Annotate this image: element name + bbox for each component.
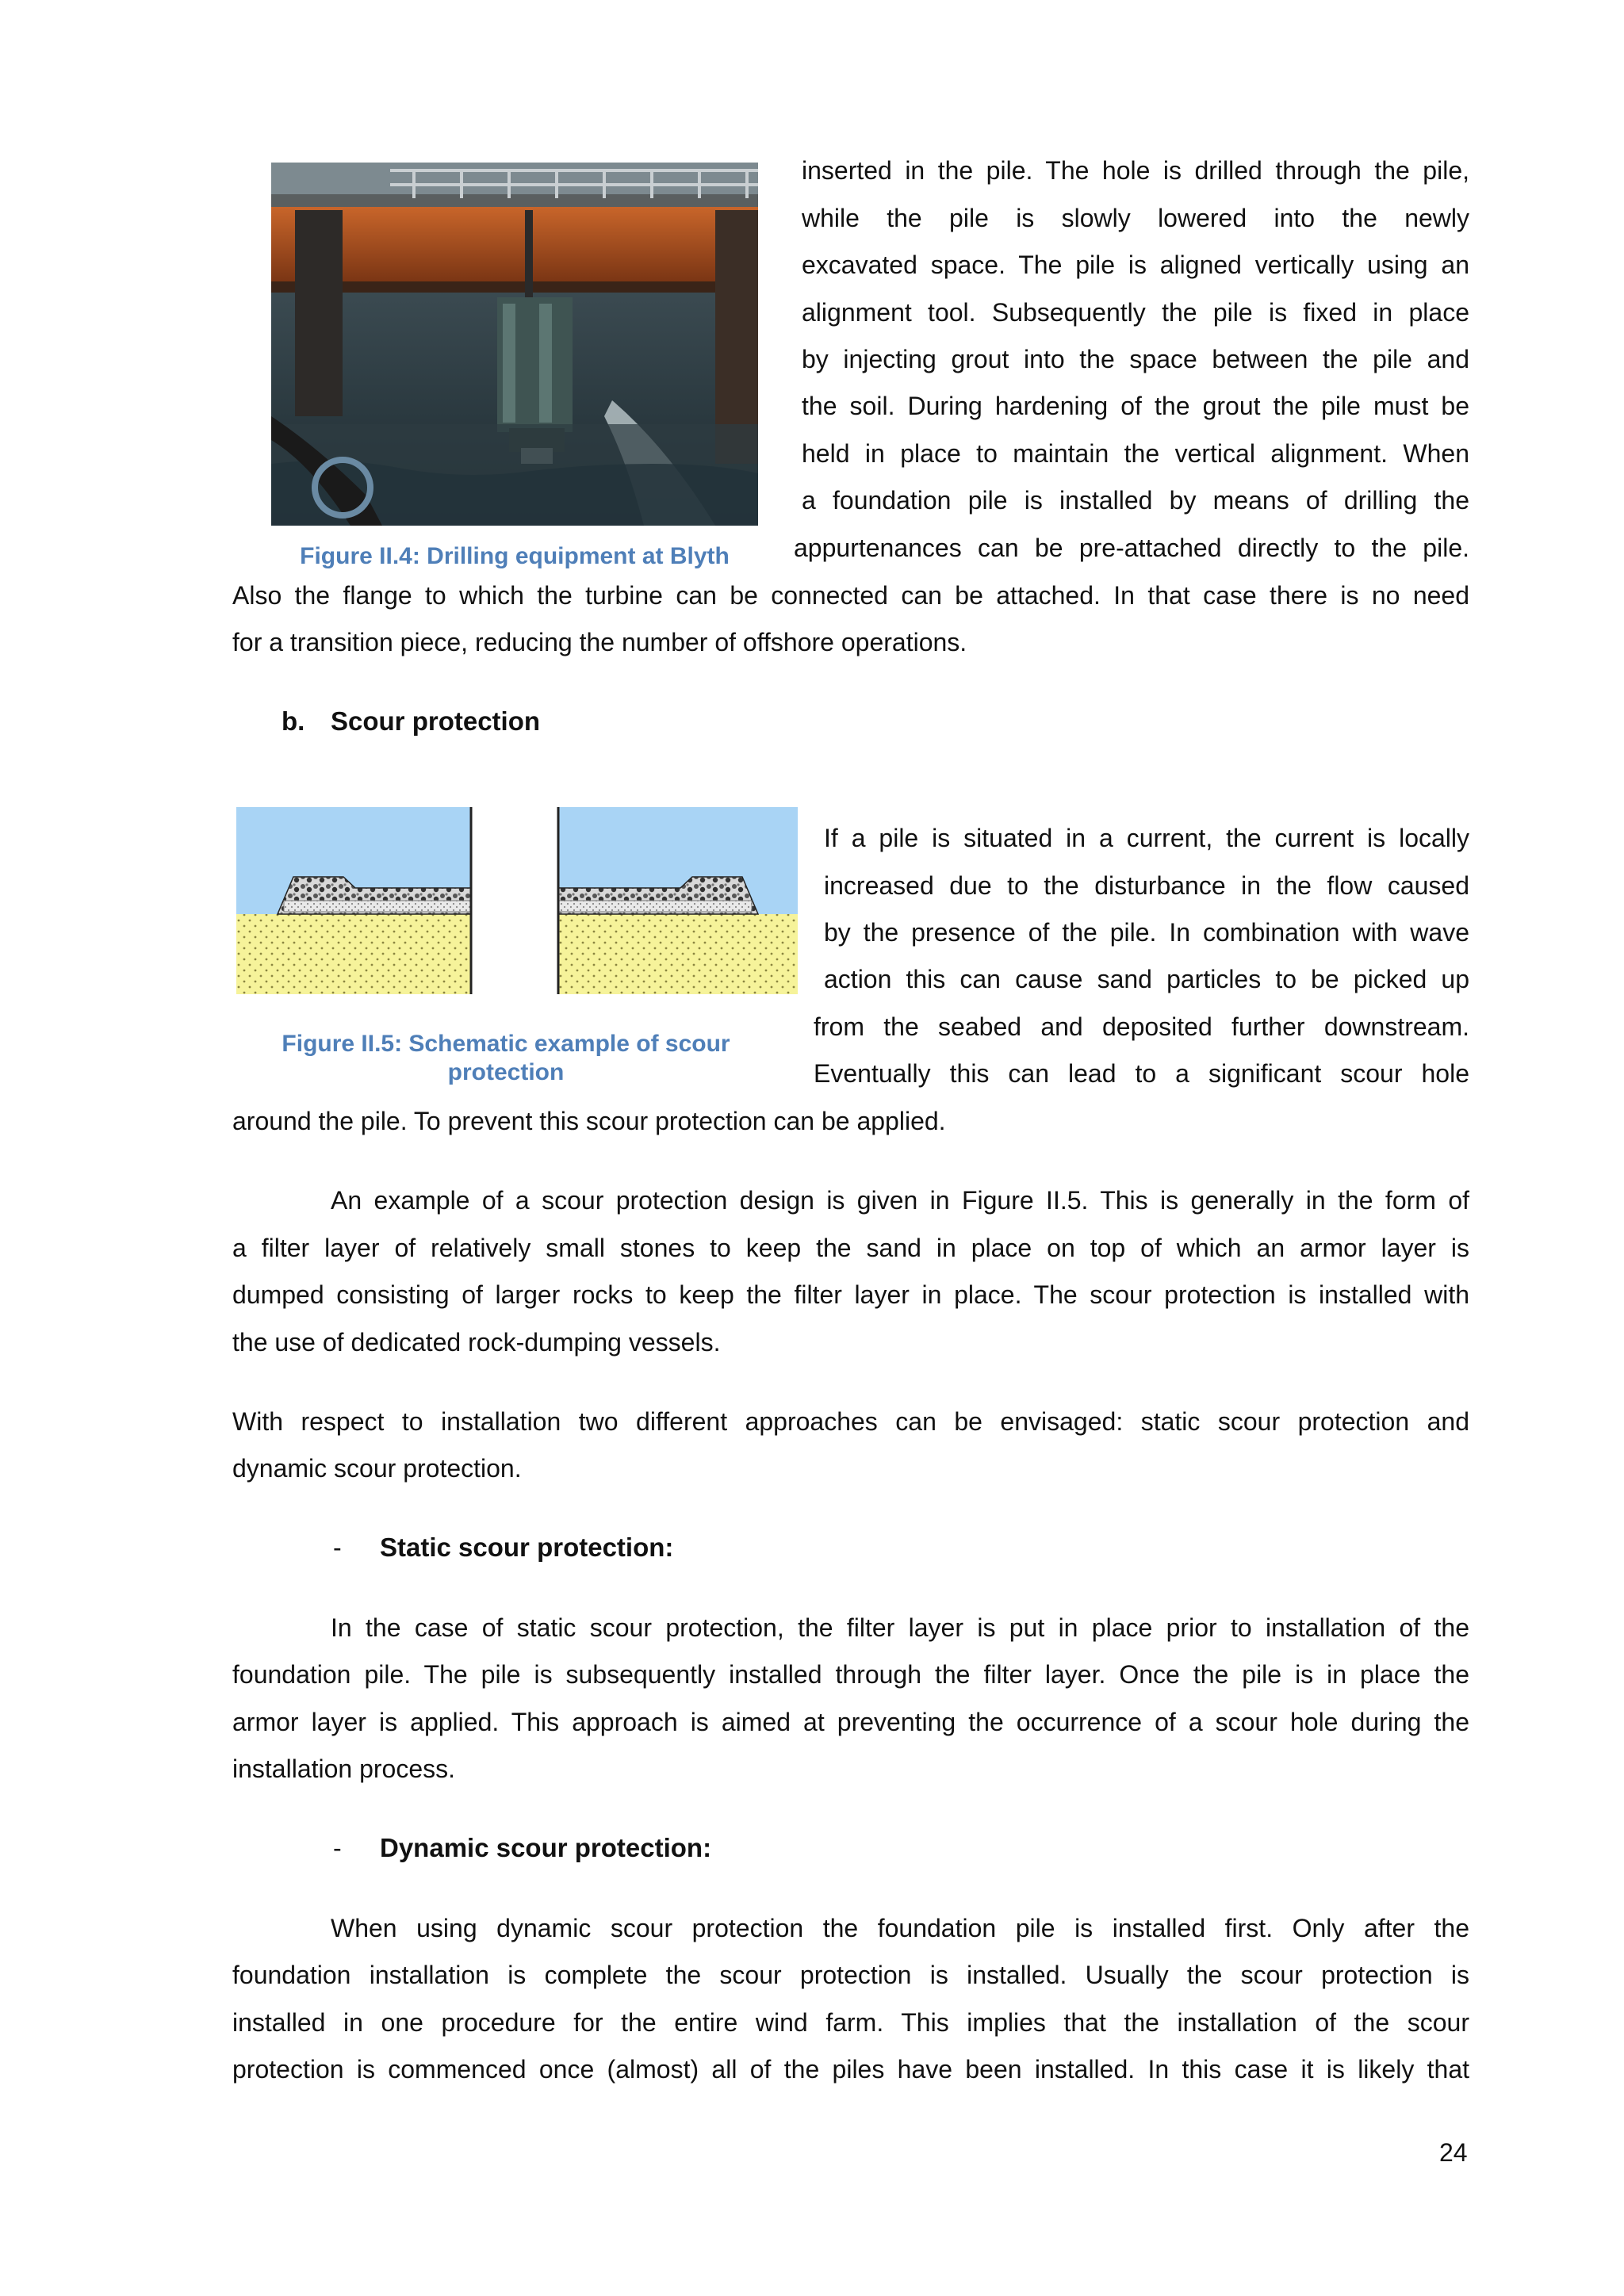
text-line: by the presence of the pile. In combination with wave	[824, 918, 1469, 947]
figure-ii4-caption: Figure II.4: Drilling equipment at Blyth	[300, 543, 730, 569]
text-line: excavated space. The pile is aligned vertically using an	[802, 251, 1469, 279]
text-line: action this can cause sand particles to be picked up	[824, 965, 1469, 993]
scour-protection-schematic	[236, 807, 798, 994]
page-number: 24	[1439, 2138, 1468, 2167]
text-line: from the seabed and deposited further downstream.	[814, 1012, 1469, 1041]
drilling-equipment-photo	[271, 163, 758, 526]
subheading-static-scour-protection: Static scour protection:	[380, 1533, 674, 1562]
text-line: Also the flange to which the turbine can be connected can be attached. In that case there is no need	[232, 581, 1469, 610]
text-line: for a transition piece, reducing the number of offshore operations.	[232, 628, 967, 656]
text-line: a filter layer of relatively small stones to keep the sand in place on top of which an armor layer is	[232, 1234, 1469, 1262]
text-line: foundation installation is complete the scour protection is installed. Usually the scour protection is	[232, 1961, 1469, 1989]
text-line: dynamic scour protection.	[232, 1454, 522, 1483]
text-line: the use of dedicated rock-dumping vessels.	[232, 1328, 721, 1357]
text-line: With respect to installation two different approaches can be envisaged: static scour protection and	[232, 1407, 1469, 1436]
figure-ii5-caption-line1: Figure II.5: Schematic example of scour	[282, 1031, 730, 1057]
figure-ii5-caption	[236, 1030, 776, 1087]
bullet-marker: -	[333, 1533, 342, 1562]
text-line: dumped consisting of larger rocks to keep the filter layer in place. The scour protection is installed with	[232, 1280, 1469, 1309]
text-line: If a pile is situated in a current, the current is locally	[824, 824, 1469, 852]
subheading-dynamic-scour-protection: Dynamic scour protection:	[380, 1833, 712, 1862]
text-line: Eventually this can lead to a significant scour hole	[814, 1059, 1469, 1088]
text-line: appurtenances can be pre-attached directly to the pile.	[794, 534, 1469, 562]
text-line: the soil. During hardening of the grout the pile must be	[802, 392, 1469, 420]
figure-ii5-caption-line2: protection	[447, 1059, 565, 1085]
text-line: inserted in the pile. The hole is drilled through the pile,	[802, 156, 1469, 185]
section-heading-scour-protection: Scour protection	[331, 706, 541, 736]
text-line: foundation pile. The pile is subsequently installed through the filter layer. Once the pile is in place the	[232, 1660, 1469, 1689]
text-line: When using dynamic scour protection the foundation pile is installed first. Only after the	[331, 1914, 1469, 1942]
text-line: increased due to the disturbance in the flow caused	[824, 871, 1469, 900]
text-line: while the pile is slowly lowered into the newly	[802, 204, 1469, 232]
text-line: alignment tool. Subsequently the pile is fixed in place	[802, 298, 1469, 327]
text-line: protection is commenced once (almost) all of the piles have been installed. In this case it is likely that	[232, 2055, 1469, 2084]
text-line: a foundation pile is installed by means of drilling the	[802, 486, 1469, 515]
text-line: around the pile. To prevent this scour protection can be applied.	[232, 1107, 946, 1135]
text-line: installed in one procedure for the entire wind farm. This implies that the installation of the scour	[232, 2008, 1469, 2037]
text-line: In the case of static scour protection, the filter layer is put in place prior to installation of the	[331, 1613, 1469, 1642]
text-line: by injecting grout into the space between the pile and	[802, 345, 1469, 373]
text-line: held in place to maintain the vertical alignment. When	[802, 439, 1469, 468]
section-heading-marker: b.	[282, 706, 305, 736]
text-line: installation process.	[232, 1755, 456, 1783]
bullet-marker: -	[333, 1834, 342, 1862]
text-line: armor layer is applied. This approach is aimed at preventing the occurrence of a scour hole during the	[232, 1708, 1469, 1736]
text-line: An example of a scour protection design is given in Figure II.5. This is generally in the form of	[331, 1186, 1469, 1215]
